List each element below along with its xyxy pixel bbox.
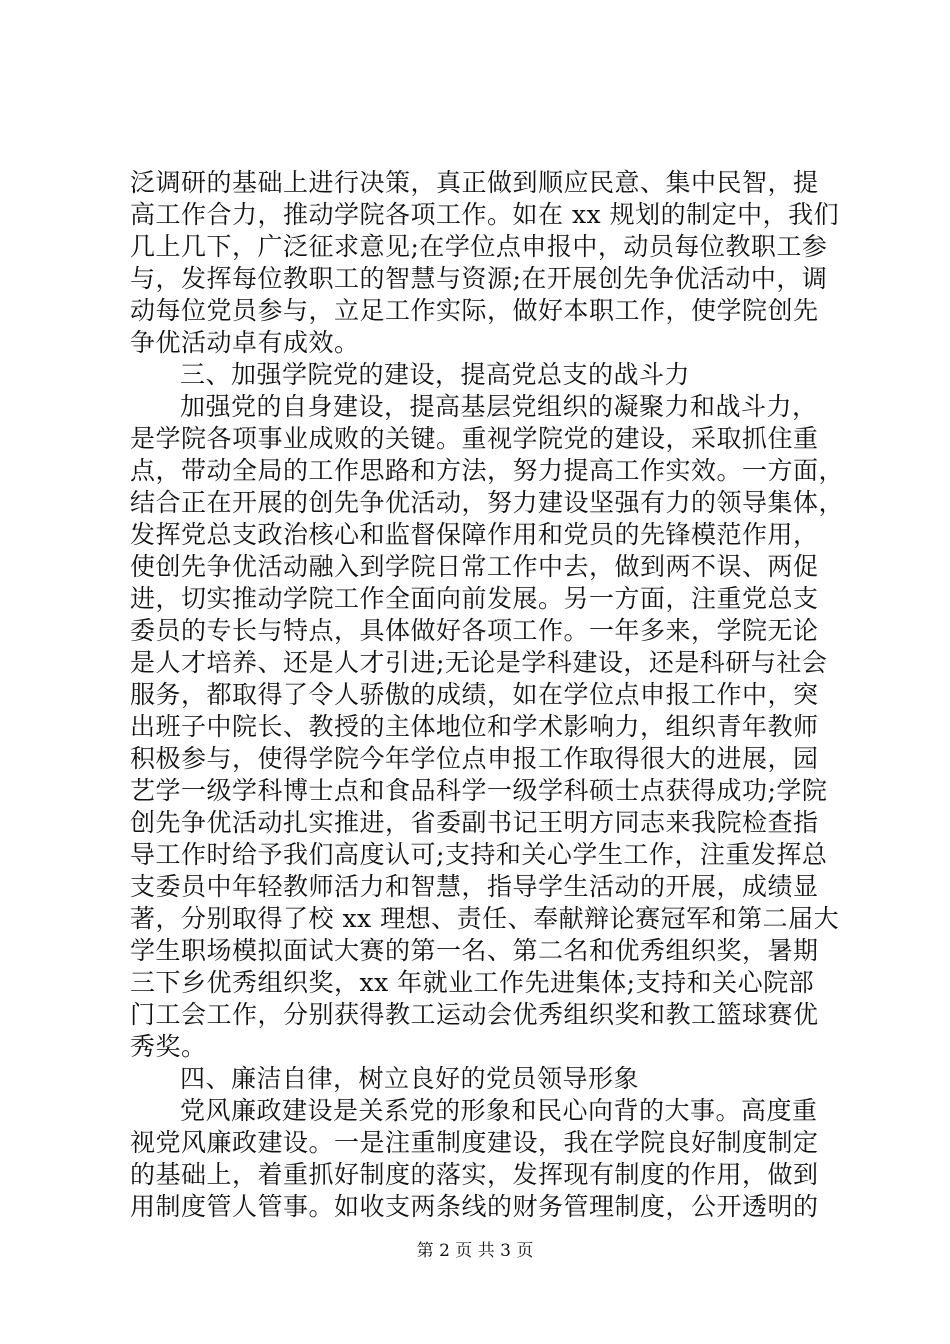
text-line: 用制度管人管事。如收支两条线的财务管理制度，公开透明的 — [130, 1192, 819, 1221]
text-line: 门工会工作，分别获得教工运动会优秀组织奖和教工篮球赛优 — [130, 1000, 819, 1029]
text-line: 服务，都取得了令人骄傲的成绩，如在学位点申报工作中，突 — [130, 680, 819, 709]
text-line: 与，发挥每位教职工的智慧与资源;在开展创先争优活动中，调 — [130, 264, 828, 293]
section-heading-text: 三、加强学院党的建设，提高党总支的战斗力 — [180, 360, 691, 389]
paragraph — [130, 391, 845, 1063]
text-line: 积极参与，使得学院今年学位点申报工作取得很大的进展，园 — [130, 744, 819, 773]
text-line: 出班子中院长、教授的主体地位和学术影响力，组织青年教师 — [130, 712, 819, 741]
text-line: 争优活动卓有成效。 — [130, 328, 360, 357]
text-line: 高工作合力，推动学院各项工作。如在 xx 规划的制定中，我们 — [130, 200, 840, 229]
text-line: 秀奖。 — [130, 1032, 207, 1061]
section-heading — [130, 1063, 830, 1095]
text-line: 导工作时给予我们高度认可;支持和关心学生工作，注重发挥总 — [130, 840, 828, 869]
text-line: 发挥党总支政治核心和监督保障作用和党员的先锋模范作用， — [130, 520, 819, 549]
page-footer — [0, 1240, 950, 1262]
text-line: 著，分别取得了校 xx 理想、责任、奉献辩论赛冠军和第二届大 — [130, 904, 840, 933]
text-line: 党风廉政建设是关系党的形象和民心向背的大事。高度重 — [180, 1096, 818, 1125]
paragraph — [130, 167, 840, 359]
text-line: 支委员中年轻教师活力和智慧，指导学生活动的开展，成绩显 — [130, 872, 819, 901]
text-line: 进，切实推动学院工作全面向前发展。另一方面，注重党总支 — [130, 584, 819, 613]
section-heading-text: 四、廉洁自律，树立良好的党员领导形象 — [180, 1064, 640, 1093]
text-line: 三下乡优秀组织奖，xx 年就业工作先进集体;支持和关心院部 — [130, 968, 815, 997]
document-body — [130, 167, 845, 1223]
text-line: 的基础上，着重抓好制度的落实，发挥现有制度的作用，做到 — [130, 1160, 819, 1189]
text-line: 使创先争优活动融入到学院日常工作中去，做到两不误、两促 — [130, 552, 819, 581]
text-line: 泛调研的基础上进行决策，真正做到顺应民意、集中民智，提 — [130, 168, 819, 197]
text-line: 加强党的自身建设，提高基层党组织的凝聚力和战斗力， — [180, 392, 818, 421]
page-number: 第 2 页 共 3 页 — [416, 1241, 534, 1261]
text-line: 结合正在开展的创先争优活动，努力建设坚强有力的领导集体， — [130, 488, 845, 517]
text-line: 委员的专长与特点，具体做好各项工作。一年多来，学院无论 — [130, 616, 819, 645]
text-line: 点，带动全局的工作思路和方法，努力提高工作实效。一方面， — [130, 456, 845, 485]
text-line: 几上几下，广泛征求意见;在学位点申报中，动员每位教职工参 — [130, 232, 828, 261]
text-line: 动每位党员参与，立足工作实际，做好本职工作，使学院创先 — [130, 296, 819, 325]
text-line: 是学院各项事业成败的关键。重视学院党的建设，采取抓住重 — [130, 424, 819, 453]
paragraph — [130, 1095, 830, 1223]
text-line: 视党风廉政建设。一是注重制度建设，我在学院良好制度制定 — [130, 1128, 819, 1157]
text-line: 创先争优活动扎实推进，省委副书记王明方同志来我院检查指 — [130, 808, 819, 837]
section-heading — [130, 359, 830, 391]
text-line: 学生职场模拟面试大赛的第一名、第二名和优秀组织奖，暑期 — [130, 936, 819, 965]
text-line: 是人才培养、还是人才引进;无论是学科建设，还是科研与社会 — [130, 648, 828, 677]
text-line: 艺学一级学科博士点和食品科学一级学科硕士点获得成功;学院 — [130, 776, 828, 805]
